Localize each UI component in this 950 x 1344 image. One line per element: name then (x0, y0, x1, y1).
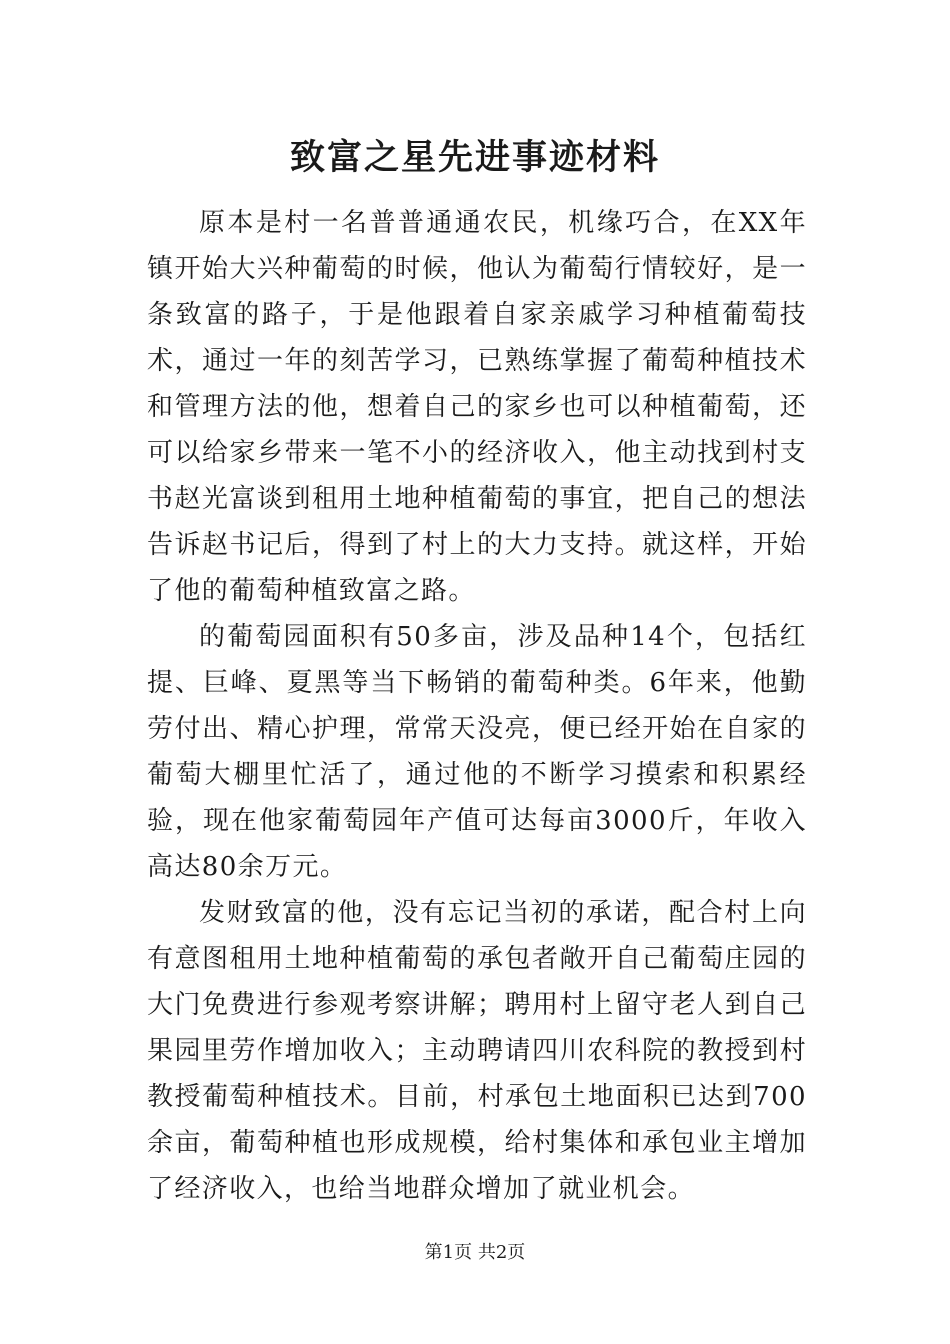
paragraph-1: 原本是村一名普普通通农民，机缘巧合，在XX年镇开始大兴种葡萄的时候，他认为葡萄行情较好，是一条致富的路子，于是他跟着自家亲戚学习种植葡萄技术，通过一年的刻苦学习，已熟练掌握了葡萄种植技术和管理方法的他，想着自己的家乡也可以种植葡萄，还可以给家乡带来一笔不小的经济收入，他主动找到村支书赵光富谈到租用土地种植葡萄的事宜，把自己的想法告诉赵书记后，得到了村上的大力支持。就这样，开始了他的葡萄种植致富之路。 (147, 208, 807, 606)
page-footer (0, 1238, 950, 1268)
page-number-indicator: 第1页 共2页 (424, 1242, 526, 1263)
document-body (147, 200, 807, 1212)
paragraph-2: 的葡萄园面积有50多亩，涉及品种14个，包括红提、巨峰、夏黑等当下畅销的葡萄种类。6年来，他勤劳付出、精心护理，常常天没亮，便已经开始在自家的葡萄大棚里忙活了，通过他的不断学习摸索和积累经验，现在他家葡萄园年产值可达每亩3000斤，年收入高达80余万元。 (147, 622, 807, 882)
paragraph-3: 发财致富的他，没有忘记当初的承诺，配合村上向有意图租用土地种植葡萄的承包者敞开自己葡萄庄园的大门免费进行参观考察讲解；聘用村上留守老人到自己果园里劳作增加收入；主动聘请四川农科院的教授到村教授葡萄种植技术。目前，村承包土地面积已达到700余亩，葡萄种植也形成规模，给村集体和承包业主增加了经济收入，也给当地群众增加了就业机会。 (147, 898, 807, 1204)
document-title: 致富之星先进事迹材料 (289, 137, 660, 178)
